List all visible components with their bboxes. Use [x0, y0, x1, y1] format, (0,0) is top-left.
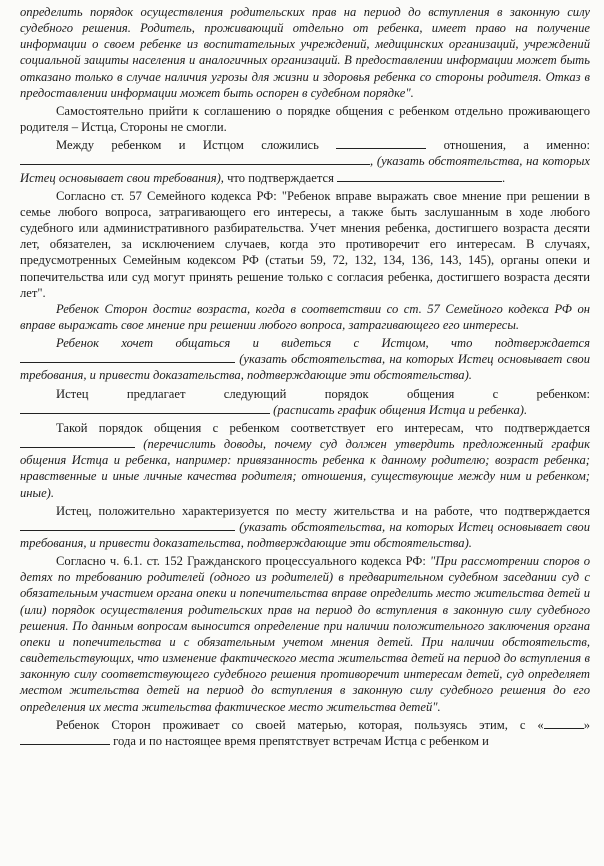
- paragraph-parental-rights-info: определить порядок осуществления родительских прав на период до вступления в законную силу судебного решения. Родитель, проживающий отдельно от ребенка, имеет право на получение информации о своем ребенке из воспитательных учреждений, медицинских организаций, учреждений социальной защиты населения и аналогичных организаций. В предоставлении информации может быть отказано только в случае наличия угрозы для жизни и здоровья ребенка со стороны родителя. Отказ в предоставлении информации может быть оспорен в судебном порядке".: [20, 5, 590, 100]
- relationship-type-blank: [336, 137, 426, 149]
- paragraph-civil-procedure-152: [20, 553, 590, 715]
- paragraph-obstruction: [20, 717, 590, 749]
- obstruction-text-end: года и по настоящее время препятствует встречам Истца с ребенком и: [113, 733, 489, 748]
- civil-procedure-intro: Согласно ч. 6.1. ст. 152 Гражданского процессуального кодекса РФ:: [56, 554, 426, 569]
- relationship-text-mid: отношения, а именно:: [443, 138, 590, 153]
- interests-blank: [20, 436, 135, 448]
- paragraph-child-wishes: [20, 335, 590, 383]
- relationship-end: .: [502, 170, 506, 185]
- relationship-details-blank: [20, 153, 370, 165]
- character-hint: (указать обстоятельства, на которых Истец основывает свои требования, и привести доказательства, подтверждающие эти обстоятельства).: [20, 519, 590, 550]
- paragraph-relationship: [20, 137, 590, 185]
- paragraph-plaintiff-character: [20, 503, 590, 551]
- obstruction-text-start: Ребенок Сторон проживает со своей матерью, которая, пользуясь этим, с «: [56, 717, 544, 732]
- schedule-text: Истец предлагает следующий порядок общения с ребенком:: [56, 386, 590, 401]
- interests-text: Такой порядок общения с ребенком соответствует его интересам, что подтверждается: [56, 420, 590, 435]
- paragraph-no-agreement: Самостоятельно прийти к соглашению о порядке общения с ребенком отдельно проживающего родителя – Истца, Стороны не смогли.: [20, 103, 590, 135]
- schedule-blank: [20, 402, 270, 414]
- paragraph-schedule: [20, 386, 590, 418]
- interests-hint: (перечислить доводы, почему суд должен утвердить предложенный график общения Истца и ребенка, например: привязанность ребенка к данному родителю; возраст ребенка; нравственные и иные личные качества родителя; отношения, существующие между ним и ребенком; иные).: [20, 437, 590, 500]
- obstruction-quote-close: »: [583, 717, 590, 732]
- paragraph-family-code-57: Согласно ст. 57 Семейного кодекса РФ: "Ребенок вправе выражать свое мнение при решении в семье любого вопроса, затрагивающего его интересы, а также быть заслушанным в ходе любого судебного или административного разбирательства. Учет мнения ребенка, достигшего возраста десяти лет, обязателен, за исключением случаев, когда это противоречит его интересам. В случаях, предусмотренных Семейным кодексом РФ (статьи 59, 72, 132, 134, 136, 143, 145), органы опеки и попечительства или суд могут принять решение только с согласия ребенка, достигшего возраста десяти лет".: [20, 188, 590, 300]
- paragraph-child-interests: [20, 420, 590, 501]
- date-day-blank: [544, 717, 584, 729]
- child-wishes-hint: (указать обстоятельства, на которых Истец основывает свои требования, и привести доказательства, подтверждающие эти обстоятельства).: [20, 352, 590, 383]
- relationship-text-start: Между ребенком и Истцом сложились: [56, 138, 319, 153]
- schedule-hint: (расписать график общения Истца и ребенка).: [273, 402, 528, 417]
- civil-procedure-quote: "При рассмотрении споров о детях по требованию родителей (одного из родителей) в предварительном судебном заседании суд с обязательным участием органа опеки и попечительства вправе определить место жительства детей и (или) порядок осуществления родительских прав на период до вступления в законную силу судебного решения. По данным вопросам выносится определение при наличии положительного заключения органа опеки и попечительства и с обязательным учетом мнения детей. При наличии обстоятельств, свидетельствующих, что изменение фактического места жительства детей на период до вступления в законную силу соответствующего судебного решения противоречит интересам детей, суд определяет местом жительства детей на период до вступления в законную силу судебного решения до его определения их места жительства фактическое место жительства детей".: [20, 554, 590, 714]
- child-wishes-blank: [20, 351, 235, 363]
- relationship-confirm-text: что подтверждается: [227, 170, 334, 185]
- child-wishes-text: Ребенок хочет общаться и видеться с Истцом, что подтверждается: [56, 336, 590, 351]
- relationship-evidence-blank: [337, 170, 502, 182]
- relationship-hint: , (указать обстоятельства, на которых Истец основывает свои требования),: [20, 154, 590, 185]
- character-text: Истец, положительно характеризуется по месту жительства и на работе, что подтверждается: [56, 503, 590, 518]
- date-month-blank: [20, 733, 110, 745]
- character-blank: [20, 519, 235, 531]
- paragraph-child-age: Ребенок Сторон достиг возраста, когда в соответствии со ст. 57 Семейного кодекса РФ он вправе выражать свое мнение при решении любого вопроса, затрагивающего его интересы.: [20, 301, 590, 332]
